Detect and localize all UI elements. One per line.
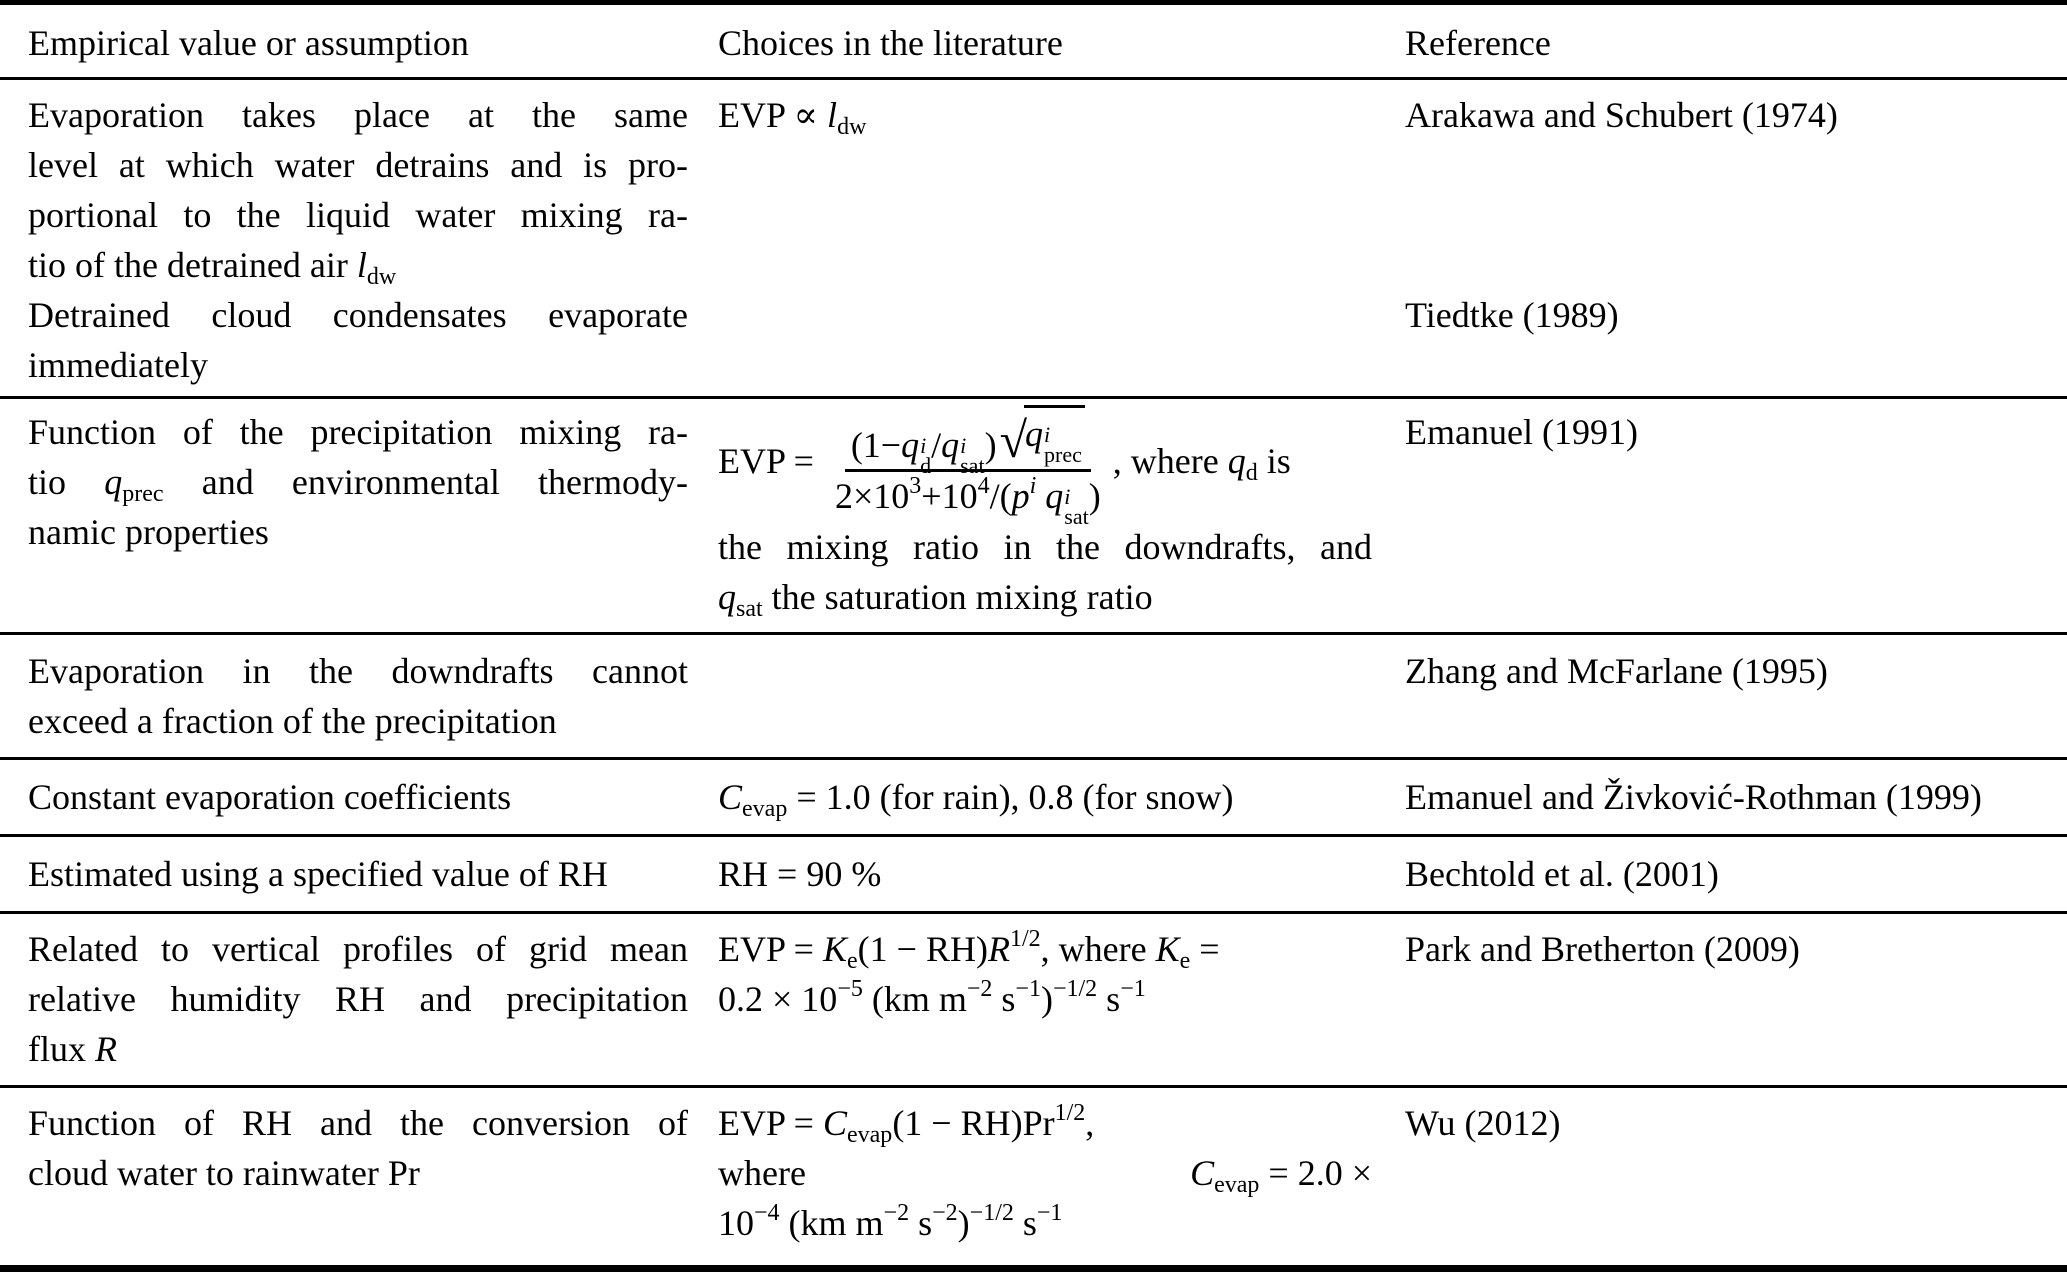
reference-text: Wu (2012): [1405, 1103, 1561, 1143]
text-line: [28, 290, 688, 340]
math-subscript: d: [1245, 459, 1258, 486]
math-text: s: [1097, 979, 1121, 1019]
reference-cell: [1405, 849, 2067, 899]
math-variable: C: [822, 1103, 847, 1143]
math-subscript: e: [1179, 948, 1191, 974]
radical-sign-icon: √: [999, 412, 1028, 468]
math-text: = 2.0 ×: [1259, 1153, 1372, 1193]
reference-text: Arakawa and Schubert (1974): [1405, 95, 1838, 135]
text-line: [28, 1148, 688, 1198]
text-line: [718, 1148, 1372, 1198]
math-text: tio: [28, 462, 105, 502]
table-row-entry: [0, 924, 2067, 1074]
reference-text: Tiedtke (1989): [1405, 295, 1619, 335]
math-text: (km m: [862, 979, 967, 1019]
fraction-denominator: [829, 472, 1107, 529]
text-line: [718, 407, 1372, 529]
choices-cell: [712, 1098, 1405, 1248]
table-row-entry: [0, 772, 2067, 822]
math-variable: q: [941, 425, 960, 465]
reference-cell: [1405, 924, 2067, 1074]
table-row: [0, 1085, 2067, 1260]
math-subscript: sat: [1064, 503, 1089, 529]
math-subscript: dw: [366, 264, 397, 290]
text-line: [28, 849, 688, 899]
table-header-row: [0, 5, 2067, 77]
reference-cell: [1405, 290, 2067, 390]
math-variable: q: [901, 425, 920, 465]
assumption-cell: [0, 90, 712, 290]
math-text: s: [909, 1203, 933, 1243]
reference-text: Emanuel (1991): [1405, 412, 1638, 452]
math-subscript: sat: [960, 452, 985, 478]
assumption-cell: [0, 924, 712, 1074]
text-line: [718, 1198, 1372, 1248]
math-text: =: [1190, 929, 1220, 969]
text-line: [28, 407, 688, 457]
math-superscript: 4: [977, 473, 990, 499]
column-header-reference: Reference: [1405, 23, 1551, 63]
text-line: [718, 772, 1372, 822]
math-text: 10: [718, 1203, 754, 1243]
math-script-stack: [960, 432, 985, 478]
reference-cell: [1405, 646, 2067, 746]
assumption-cell: [0, 772, 712, 822]
math-text: Evaporation takes place at the same: [28, 95, 688, 135]
math-superscript: −1: [1120, 976, 1146, 1002]
math-text: is: [1257, 440, 1291, 481]
math-variable: q: [1227, 440, 1246, 481]
math-superscript: −5: [837, 976, 863, 1002]
text-line: [718, 1098, 1372, 1148]
choices-cell: [712, 772, 1405, 822]
math-superscript: i: [1029, 473, 1037, 499]
table-row: [0, 757, 2067, 834]
math-text: [1036, 476, 1045, 516]
math-text: Function of the precipitation mixing ra-: [28, 412, 688, 452]
math-text: exceed a fraction of the precipitation: [28, 701, 557, 741]
math-subsup: [901, 425, 932, 478]
math-text: ): [1088, 476, 1101, 516]
table-row: [0, 834, 2067, 911]
math-text: Evaporation in the downdrafts cannot: [28, 651, 688, 691]
text-line: [28, 974, 688, 1024]
math-text: portional to the liquid water mixing ra-: [28, 195, 688, 235]
math-variable: q: [1045, 476, 1064, 516]
table-row: [0, 632, 2067, 757]
math-text: s: [992, 979, 1016, 1019]
choices-cell: [712, 290, 1405, 390]
assumption-cell: [0, 290, 712, 390]
table-row-entry: [0, 646, 2067, 746]
math-text: ): [1040, 979, 1053, 1019]
math-text: , where: [1112, 440, 1228, 481]
math-superscript: i: [1044, 421, 1051, 447]
choices-cell: [712, 849, 1405, 899]
math-subscript: prec: [122, 481, 164, 507]
math-script-stack: [920, 432, 932, 478]
math-text: 0.2 × 10: [718, 979, 838, 1019]
math-text: EVP =: [718, 929, 823, 969]
math-text: , where: [1040, 929, 1156, 969]
math-subscript: d: [920, 452, 932, 478]
math-text: namic properties: [28, 512, 269, 552]
math-text: EVP =: [718, 440, 823, 481]
math-text: +10: [921, 476, 978, 516]
math-variable: C: [718, 777, 743, 817]
text-line: [28, 507, 688, 557]
math-text: Estimated using a specified value of RH: [28, 854, 608, 894]
table-row-entry: [0, 1098, 2067, 1248]
math-text: immediately: [28, 345, 208, 385]
assumption-cell: [0, 1098, 712, 1248]
table-row-entry: [0, 849, 2067, 899]
math-superscript: −2: [966, 976, 993, 1002]
math-text: (1−: [850, 425, 902, 465]
math-variable: l: [356, 245, 367, 285]
math-script-stack: [1044, 421, 1082, 467]
math-fraction: [829, 405, 1107, 529]
math-text: s: [1013, 1203, 1037, 1243]
choices-cell: [712, 924, 1405, 1074]
reference-cell: [1405, 407, 2067, 622]
text-line: [28, 646, 688, 696]
reference-cell: [1405, 772, 2067, 822]
column-header-choices: Choices in the literature: [718, 23, 1063, 63]
reference-cell: [1405, 1098, 2067, 1248]
choices-cell: [712, 646, 1405, 746]
text-line: [28, 924, 688, 974]
line-left: [718, 1148, 806, 1198]
text-line: [28, 772, 688, 822]
math-square-root: [999, 405, 1085, 468]
math-text: flux: [28, 1029, 95, 1069]
math-subscript: evap: [742, 796, 788, 822]
math-subsup: [1025, 410, 1082, 467]
math-text: = 1.0 (for rain), 0.8 (for snow): [787, 777, 1234, 817]
math-text: the saturation mixing ratio: [762, 577, 1153, 617]
math-text: tio of the detrained air: [28, 245, 357, 285]
fraction-numerator: [845, 405, 1091, 478]
text-line: [718, 924, 1372, 974]
math-text: RH = 90 %: [718, 854, 882, 894]
text-line: [28, 457, 688, 507]
math-text: and environmental thermody-: [163, 462, 688, 502]
math-variable: l: [827, 95, 838, 135]
math-variable: q: [1025, 414, 1044, 454]
math-variable: K: [822, 929, 847, 969]
math-variable: C: [1190, 1153, 1215, 1193]
math-variable: K: [1155, 929, 1180, 969]
reference-text: Zhang and McFarlane (1995): [1405, 651, 1828, 691]
math-subsup: [941, 425, 985, 478]
math-subscript: prec: [1044, 441, 1082, 467]
choices-cell: [712, 407, 1405, 622]
text-line: [28, 1024, 688, 1074]
column-header-assumption: Empirical value or assumption: [28, 23, 469, 63]
math-variable: R: [987, 929, 1010, 969]
reference-text: Park and Bretherton (2009): [1405, 929, 1800, 969]
math-text: EVP =: [718, 1103, 823, 1143]
math-text: (km m: [779, 1203, 884, 1243]
math-subscript: e: [847, 948, 858, 974]
text-line: [718, 90, 1372, 140]
math-script-stack: [1064, 483, 1089, 529]
math-text: Detrained cloud condensates evaporate: [28, 295, 688, 335]
math-superscript: −2: [883, 1200, 910, 1226]
math-text: /: [931, 425, 942, 465]
math-text: ): [957, 1203, 970, 1243]
math-superscript: 1/2: [1009, 926, 1041, 952]
math-superscript: −1/2: [1052, 976, 1098, 1002]
math-text: (1 − RH)Pr: [892, 1103, 1055, 1143]
math-superscript: −1: [1036, 1200, 1063, 1226]
assumption-cell: [0, 407, 712, 622]
math-text: relative humidity RH and precipitation: [28, 979, 688, 1019]
table-row-entry: [0, 290, 2067, 390]
math-text: EVP ∝: [718, 95, 828, 135]
line-right: [1190, 1148, 1372, 1198]
math-superscript: −1: [1015, 976, 1041, 1002]
math-text: /(: [989, 476, 1012, 516]
math-subscript: sat: [736, 596, 763, 622]
math-superscript: i: [1064, 483, 1071, 509]
radicand: [1024, 405, 1085, 467]
math-superscript: −1/2: [969, 1200, 1014, 1226]
text-line: [718, 974, 1372, 1024]
reference-cell: [1405, 90, 2067, 290]
math-text: Related to vertical profiles of grid mean: [28, 929, 688, 969]
text-line: [28, 140, 688, 190]
text-line: [28, 340, 688, 390]
text-line: [718, 522, 1372, 572]
text-line: [718, 572, 1372, 622]
table-row: [0, 77, 2067, 396]
math-subsup: [1045, 476, 1089, 529]
reference-text: Emanuel and Živković-Rothman (1999): [1405, 777, 1982, 817]
table-row-entry: [0, 90, 2067, 290]
math-superscript: −4: [754, 1200, 780, 1226]
math-superscript: i: [920, 432, 927, 458]
text-line: [28, 90, 688, 140]
table-row: [0, 911, 2067, 1085]
assumption-cell: [0, 849, 712, 899]
math-variable: q: [718, 577, 736, 617]
math-text: where: [718, 1153, 806, 1193]
reference-text: Bechtold et al. (2001): [1405, 854, 1719, 894]
math-text: level at which water detrains and is pro-: [28, 145, 688, 185]
math-text: the mixing ratio in the downdrafts, and: [718, 527, 1372, 567]
math-variable: q: [104, 462, 123, 502]
text-line: [28, 1098, 688, 1148]
math-subscript: evap: [1214, 1172, 1260, 1198]
math-text: 2×10: [834, 476, 910, 516]
math-text: (1 − RH): [857, 929, 988, 969]
math-text: ,: [1085, 1103, 1095, 1143]
math-superscript: i: [960, 432, 967, 458]
math-variable: R: [95, 1029, 117, 1069]
math-superscript: 3: [909, 473, 922, 499]
table-row-entry: [0, 407, 2067, 622]
math-text: ): [984, 425, 997, 465]
math-text: Constant evaporation coefficients: [28, 777, 512, 817]
math-variable: p: [1011, 476, 1030, 516]
text-line: [718, 849, 1372, 899]
math-superscript: 1/2: [1054, 1100, 1086, 1126]
text-line: [28, 696, 688, 746]
math-text: Function of RH and the conversion of: [28, 1103, 688, 1143]
math-text: cloud water to rainwater Pr: [28, 1153, 420, 1193]
assumption-cell: [0, 646, 712, 746]
text-line: [28, 240, 688, 290]
math-subscript: dw: [837, 114, 867, 140]
table-row: [0, 396, 2067, 632]
text-line: [28, 190, 688, 240]
math-superscript: −2: [932, 1200, 958, 1226]
math-subscript: evap: [847, 1122, 893, 1148]
choices-cell: [712, 90, 1405, 290]
